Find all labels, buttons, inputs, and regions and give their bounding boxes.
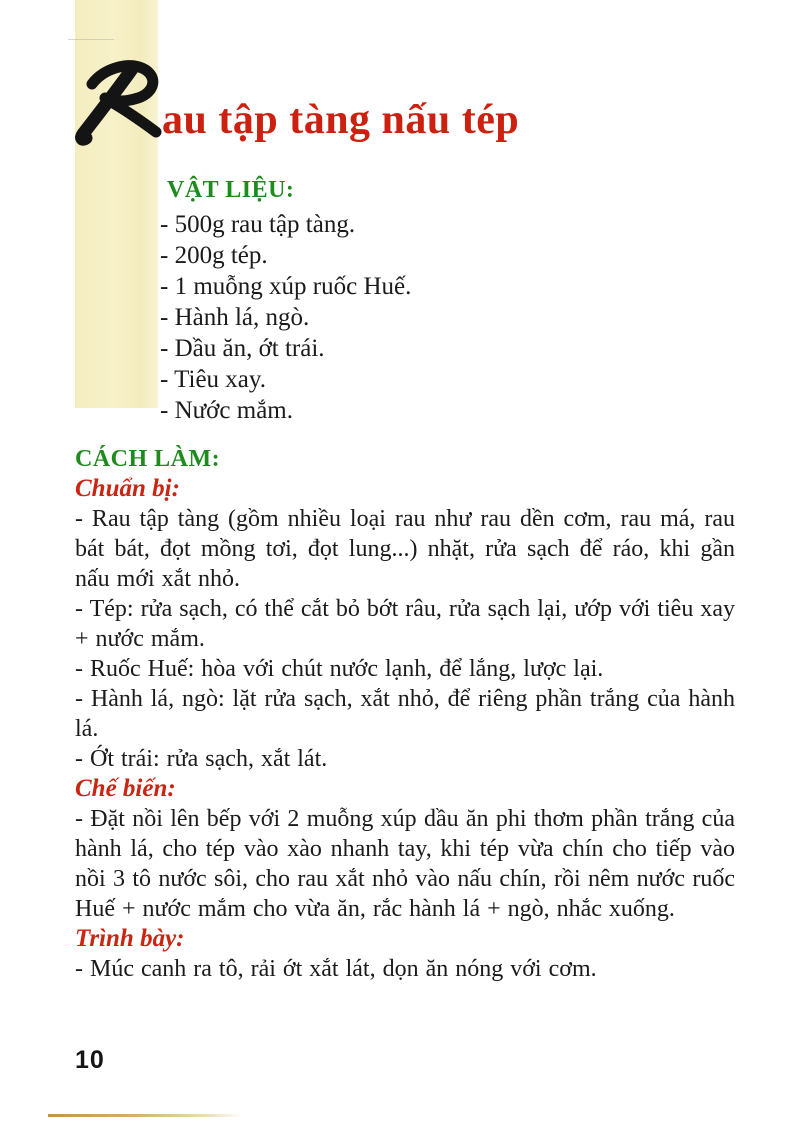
ingredient-item: - Dầu ăn, ớt trái.	[160, 335, 325, 362]
method-subsection-serving	[75, 924, 735, 984]
method-paragraph: - Tép: rửa sạch, có thể cắt bỏ bớt râu, rửa sạch lại, ướp với tiêu xay + nước mắm.	[75, 596, 735, 652]
method-paragraph: - Hành lá, ngò: lặt rửa sạch, xắt nhỏ, để riêng phần trắng của hành lá.	[75, 686, 735, 742]
scan-artifact-line	[68, 39, 114, 40]
method-paragraph: - Rau tập tàng (gồm nhiều loại rau như rau dền cơm, rau má, rau bát bát, đọt mồng tơi, đọt lung...) nhặt, rửa sạch để ráo, khi gần nấu mới xắt nhỏ.	[75, 506, 735, 592]
ingredient-item: - Hành lá, ngò.	[160, 304, 310, 331]
ingredient-item: - 500g rau tập tàng.	[160, 211, 356, 238]
drop-cap-letter-r	[70, 58, 170, 150]
method-subsection-preparation	[75, 474, 735, 774]
subsection-heading: Chuẩn bị:	[75, 475, 180, 502]
method-section	[75, 444, 735, 984]
ingredient-item: - 1 muỗng xúp ruốc Huế.	[160, 273, 412, 300]
page-number: 10	[75, 1046, 105, 1074]
ingredients-section	[160, 177, 680, 426]
recipe-title: au tập tàng nấu tép	[162, 97, 520, 143]
bottom-gold-rule	[48, 1114, 243, 1117]
method-paragraph: - Ớt trái: rửa sạch, xắt lát.	[75, 746, 328, 772]
subsection-heading: Chế biến:	[75, 775, 176, 802]
method-paragraph: - Đặt nồi lên bếp với 2 muỗng xúp dầu ăn phi thơm phần trắng của hành lá, cho tép vào xào nhanh tay, khi tép vừa chín cho tiếp vào nồi 3 tô nước sôi, cho rau xắt nhỏ vào nấu chín, rồi nêm nước ruốc Huế + nước mắm cho vừa ăn, rắc hành lá + ngò, nhắc xuống.	[75, 806, 735, 922]
ingredient-item: - Nước mắm.	[160, 397, 293, 424]
ingredients-heading: VẬT LIỆU:	[167, 177, 295, 203]
method-paragraph: - Ruốc Huế: hòa với chút nước lạnh, để lắng, lược lại.	[75, 656, 604, 682]
method-paragraph: - Múc canh ra tô, rải ớt xắt lát, dọn ăn nóng với cơm.	[75, 956, 597, 982]
method-subsection-cooking	[75, 774, 735, 924]
subsection-heading: Trình bày:	[75, 925, 185, 952]
ingredient-item: - Tiêu xay.	[160, 366, 267, 393]
ingredient-item: - 200g tép.	[160, 242, 268, 269]
method-heading: CÁCH LÀM:	[75, 446, 221, 472]
